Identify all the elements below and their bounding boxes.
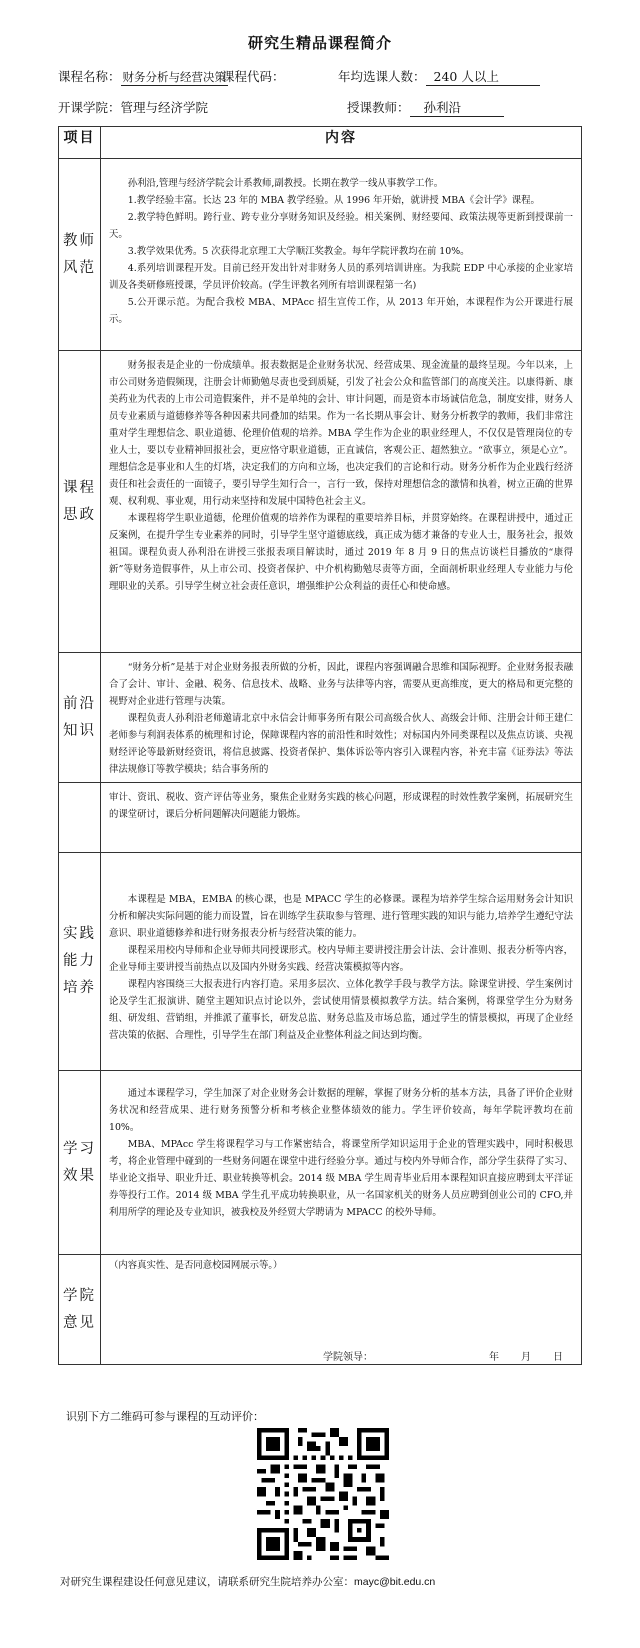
row-content: 财务报表是企业的一份成绩单。报表数据是企业财务状况、经营成果、现金流量的最终呈现。今年以来，上市公司财务造假频现，注册会计师勤勉尽责也受到质疑，引发了社会公众和监管部门的高度关注。以康得新、康美药业为代表的上市公司造假案件，并不是单纯的会计、审计问题，而是资本市场诚信危急，制度安排，财务人员专业素质与道德修养等各种因素共同叠加的结果。作为一名长期从事会计、财务分析教学的教师，我们非常注重对学生理想信念、职业道德、伦理价值观的培养。MBA 学生作为企业的职业经理人，不仅仅是管理岗位的专业人士，要以专业精神回报社会，更应恪守职业道德，正直诚信，客观公正、超然独立。“欲事立，须是心立”。理想信念是事业和人生的灯塔，决定我们的方向和立场，也决定我们的言论和行动。财务分析作为企业践行经济责任和社会责任的一面镜子，要引导学生知行合一，言行一致，保持对理想信念的激情和执着，树立正确的世界观、权利观、事业观，用行动来坚持和发展中国特色社会主义。 本课程将学生职业道德，伦理价值观的培养作为课程的重要培养目标，并贯穿始终。在课程讲授中，通过正反案例，在提升学生专业素养的同时，引导学生坚守道德底线，真正成为德才兼备的专业人士，服务社会，报效祖国。课程负责人孙利沿在讲授三张报表项目解读时，通过 2019 年 8 月 9 日的焦点访谈栏目播放的“康得新”等财务造假事件，从上市公司、投资者保护、中介机构勤勉尽责等方面，全面剖析职业经理人专业能力与伦理职业的关系。引导学生树立社会责任意识，增强维护公众利益的责任心和使命感。 — [101, 351, 582, 653]
sign-month: 月 — [521, 1352, 531, 1363]
course-name-label: 课程名称： — [58, 69, 121, 84]
enrollment-field — [338, 67, 540, 86]
row-label-empty — [59, 783, 101, 853]
row-ideology — [59, 351, 582, 653]
teacher-field — [347, 98, 504, 117]
row-label: 课程 思政 — [59, 351, 101, 653]
course-code-field — [222, 67, 285, 85]
row-frontier — [59, 653, 582, 783]
college-leader-signature-label: 学院领导： — [323, 1352, 373, 1363]
page-title: 研究生精品课程简介 — [247, 34, 392, 52]
row-label: 教师 风范 — [59, 159, 101, 351]
course-table — [58, 126, 582, 1365]
teacher-value: 孙利沿 — [410, 98, 504, 117]
row-label: 前沿 知识 — [59, 653, 101, 783]
row-college-opinion — [59, 1255, 582, 1365]
row-label: 学习 效果 — [59, 1071, 101, 1255]
college-value: 管理与经济学院 — [120, 100, 209, 115]
row-content: 本课程是 MBA，EMBA 的核心课，也是 MPACC 学生的必修课。课程为培养学生综合运用财务会计知识分析和解决实际问题的能力而设置，旨在训练学生获取参与管理、进行管理实践的知识与能力,培养学生遵纪守法意识、职业道德修养和进行财务报表分析与经营决策的能力。 课程采用校内导师和企业导师共同授课形式。校内导师主要讲授注册会计法、会计准则、报表分析等内容，企业导师主要讲授当前热点以及国内外财务实践、经营决策模拟等内容。 课程内容围绕三大报表进行内容打造。采用多层次、立体化教学手段与教学方法。除课堂讲授、学生案例讨论及学生汇报演讲、随堂主题知识点讨论以外，尝试使用情景模拟教学方法。结合案例，将课堂学生分为财务组、研发组、营销组，并推派了董事长，研发总监、财务总监及市场总监，通过学生的情景模拟，再现了企业经营决策的依据、合理性，引导学生在部门利益及企业整体利益之间达到均衡。 — [101, 853, 582, 1071]
row-content: 通过本课程学习，学生加深了对企业财务会计数据的理解，掌握了财务分析的基本方法，具备了评价企业财务状况和经营成果、进行财务预警分析和考核企业整体绩效的能力。学生评价较高，每年学院评教均在前 10%。 MBA、MPAcc 学生将课程学习与工作紧密结合，将课堂所学知识运用于企业的管理实践中，同时积极思考，将企业管理中碰到的一些财务问题在课堂中进行经验分享。通过与校内外导师合作，部分学生获得了实习、毕业论文指导、职业升迁、职业转换等机会。2014 级 MBA 学生周青毕业后用本课程知识直接应聘到太平洋证券等投行工作。2014 级 MBA 学生孔平成功转换职业，从一名国家机关的财务人员应聘到创业公司的 CFO,并利用所学的理论及专业知识，被我校及外经贸大学聘请为 MPACC 的校外导师。 — [101, 1071, 582, 1255]
table-header-row — [59, 127, 582, 159]
header-content: 内容 — [101, 127, 582, 159]
row-frontier-continued — [59, 783, 582, 853]
row-practice — [59, 853, 582, 1071]
course-name-field — [58, 67, 228, 86]
header-item: 项目 — [59, 127, 101, 159]
footer-contact: 对研究生课程建设任何意见建议，请联系研究生院培养办公室：mayc@bit.edu.cn — [60, 1576, 436, 1588]
enrollment-value: 240 人以上 — [426, 67, 540, 86]
college-label: 开课学院： — [58, 100, 121, 115]
course-name-value: 财务分析与经营决策 — [122, 70, 227, 84]
row-content: 审计、资讯、税收、资产评估等业务，聚焦企业财务实践的核心问题，形成课程的时效性教学案例，拓展研究生的课堂研讨，课后分析问题解决问题能力锻炼。 — [101, 783, 582, 853]
sign-year: 年 — [489, 1352, 499, 1363]
row-content: “财务分析”是基于对企业财务报表所做的分析，因此，课程内容强调融合思维和国际视野。企业财务报表融合了会计、审计、金融、税务、信息技术、战略、业务与法律等内容，需要从更高维度，更大的格局和更完整的视野对企业进行管理与决策。 课程负责人孙利沿老师邀请北京中永信会计师事务所有限公司高级合伙人、高级会计师、注册会计师王建仁老师参与利润表体系的梳理和讨论，保障课程内容的前沿性和时效性；对标国内外同类课程以及焦点访谈、央视财经评论等最新财经资讯，将信息披露、投资者保护、集体诉讼等内容引入课程内容，补充丰富《证券法》等法律法规修订等教学模块；结合事务所的 — [101, 653, 582, 783]
college-field — [58, 98, 208, 116]
enrollment-label: 年均选课人数： — [338, 69, 426, 84]
row-teacher-style — [59, 159, 582, 351]
teacher-label: 授课教师： — [347, 100, 410, 115]
qr-code-icon[interactable] — [256, 1428, 390, 1560]
row-label: 实践 能力 培养 — [59, 853, 101, 1071]
row-content: （内容真实性、是否同意校园网展示等。） 学院领导： 年 月 日 — [101, 1255, 582, 1365]
row-label: 学院 意见 — [59, 1255, 101, 1365]
row-outcome — [59, 1071, 582, 1255]
qr-note: 识别下方二维码可参与课程的互动评价： — [66, 1410, 264, 1423]
course-code-label: 课程代码： — [222, 69, 285, 84]
sign-day: 日 — [553, 1352, 563, 1363]
row-content: 孙利沿,管理与经济学院会计系教师,副教授。长期在教学一线从事教学工作。 1.教学经验丰富。长达 23 年的 MBA 教学经验。从 1996 年开始，就讲授 MBA《会计学》课程。 2.教学特色鲜明。跨行业、跨专业分享财务知识及经验。相关案例、财经要闻、政策法规等更新到授课前一天。 3.教学效果优秀。5 次获得北京理工大学顺江奖教金。每年学院评教均在前 10%。 4.系列培训课程开发。目前已经开发出针对非财务人员的系列培训讲座。为我院 EDP 中心承接的企业家培训及各类研修班授课，学员评价较高。(学生评教名列所有培训课程第一名) 5.公开课示范。为配合我校 MBA、MPAcc 招生宣传工作，从 2013 年开始，本课程作为公开课进行展示。 — [101, 159, 582, 351]
